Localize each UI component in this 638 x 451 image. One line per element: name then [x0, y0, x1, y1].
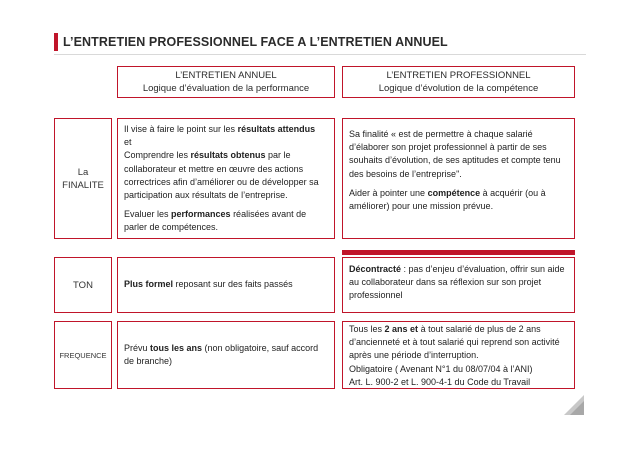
header-pro-title: L’ENTRETIEN PROFESSIONNEL — [386, 70, 531, 81]
bold-span: résultats attendus — [237, 124, 316, 134]
text-span: Comprendre les — [124, 150, 191, 161]
header-pro-subtitle: Logique d’évolution de la compétence — [378, 83, 539, 94]
ton-pro-cell — [342, 257, 575, 313]
bold-span: 2 ans et — [384, 324, 419, 334]
separator-bar — [342, 250, 575, 255]
finalite-annuel-para1 — [124, 123, 328, 136]
text-span: à tout salarié de plus de 2 ans d’ancienneté et à tout salarié qui reprend son activité après une période d’interruption. — [349, 324, 560, 361]
finalite-pro-para1: Sa finalité « est de permettre à chaque salarié d’élaborer son projet professionnel à partir de ses souhaits d’évolution, de ses aptitudes et compte tenu des besoins de l’entreprise". — [349, 129, 561, 179]
finalite-annuel-para4 — [124, 208, 328, 234]
bold-span: compétence — [427, 187, 481, 198]
ton-pro-text — [349, 263, 568, 303]
frequence-label: FREQUENCE — [59, 350, 107, 360]
text-span: Prévu — [124, 342, 151, 353]
text-span: par le collaborateur et mettre en œuvre des actions correctrices afin d’améliorer ou de développer sa participation aux résultats de l’entreprise. — [124, 150, 319, 201]
bold-span: Décontracté — [349, 264, 402, 274]
text-span: Evaluer les — [124, 209, 172, 220]
text-span: à acquérir (ou à améliorer) pour une mission prévue. — [349, 187, 546, 212]
finalite-pro-cell — [342, 118, 575, 239]
frequence-annuel-cell — [117, 321, 335, 389]
bold-span: performances — [171, 209, 231, 220]
finalite-label-line2: FINALITE — [62, 179, 104, 191]
header-entretien-annuel — [117, 66, 335, 98]
text-span: réalisées avant de parler de compétences. — [124, 209, 307, 233]
frequence-pro-para2: Obligatoire ( Avenant N°1 du 08/07/04 à l’ANI) — [349, 363, 533, 374]
ton-label: TON — [73, 279, 93, 291]
text-span: Tous les — [349, 324, 385, 334]
frequence-pro-para1 — [349, 323, 568, 363]
frequence-pro-para3: Art. L. 900-2 et L. 900-4-1 du Code du Travail — [349, 376, 531, 387]
ton-annuel-cell — [117, 257, 335, 313]
text-span: Aider à pointer une — [349, 187, 428, 198]
header-annuel-subtitle: Logique d’évaluation de la performance — [142, 83, 310, 94]
corner-decoration-icon — [564, 395, 584, 415]
page-title: L’ENTRETIEN PROFESSIONNEL FACE A L’ENTRETIEN ANNUEL — [63, 35, 448, 49]
finalite-pro-para2 — [349, 187, 568, 213]
bold-span: tous les ans — [150, 342, 203, 353]
row-label-frequence — [54, 321, 112, 389]
bold-span: Plus formel — [124, 279, 174, 290]
frequence-pro-cell — [342, 321, 575, 389]
finalite-annuel-cell — [117, 118, 335, 239]
ton-annuel-text — [124, 278, 293, 291]
bold-span: résultats obtenus — [190, 150, 266, 161]
text-span: (non obligatoire, sauf accord de branche) — [124, 342, 319, 366]
header-annuel-title: L’ENTRETIEN ANNUEL — [175, 70, 277, 81]
title-divider — [54, 54, 586, 55]
text-span: : pas d’enjeu d’évaluation, offrir sun aide au collaborateur dans sa réflexion sur son projet professionnel — [349, 264, 565, 301]
finalite-annuel-para2: et — [124, 137, 132, 148]
text-span: reposant sur des faits passés — [173, 279, 293, 290]
finalite-annuel-para3 — [124, 149, 328, 202]
frequence-annuel-text — [124, 342, 328, 368]
title-accent-bar — [54, 33, 58, 51]
finalite-label-line1: La — [77, 166, 89, 178]
header-entretien-professionnel — [342, 66, 575, 98]
text-span: Il vise à faire le point sur les — [124, 124, 238, 134]
row-label-finalite — [54, 118, 112, 239]
row-label-ton — [54, 257, 112, 313]
